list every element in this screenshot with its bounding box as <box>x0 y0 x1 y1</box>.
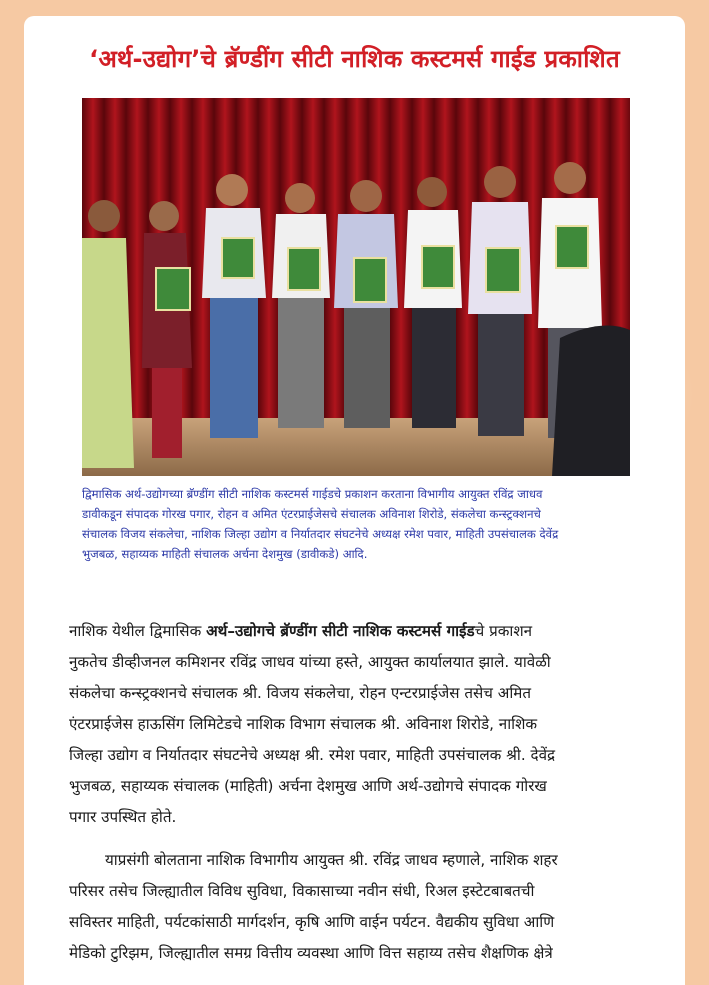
article-line: संकलेचा कन्स्ट्रक्शनचे संचालक श्री. विजय संकलेचा, रोहन एन्टरप्राईजेस तसेच अमित <box>69 684 531 702</box>
caption-line: द्विमासिक अर्थ-उद्योगच्या ब्रॅण्डींग सीटी नाशिक कस्टमर्स गाईडचे प्रकाशन करताना विभागीय आयुक्त रविंद्र जाधव <box>82 487 543 501</box>
article-line: याप्रसंगी बोलताना नाशिक विभागीय आयुक्त श्री. रविंद्र जाधव म्हणाले, नाशिक शहर <box>105 851 558 869</box>
person-6 <box>404 177 462 428</box>
headline: ‘अर्थ-उद्योग’चे ब्रॅण्डींग सीटी नाशिक कस्टमर्स गाईड प्रकाशित <box>89 45 620 73</box>
event-photo-illustration <box>82 98 630 476</box>
text-run: नाशिक येथील द्विमासिक <box>69 622 207 640</box>
chair <box>552 326 630 477</box>
article-line: जिल्हा उद्योग व निर्यातदार संघटनेचे अध्यक्ष श्री. रमेश पवार, माहिती उपसंचालक श्री. देवेंद्र <box>69 746 556 764</box>
text-run: चे प्रकाशन <box>474 622 533 640</box>
publication-name: अर्थ–उद्योगचे ब्रॅण्डींग सीटी नाशिक कस्टमर्स गाईड <box>206 622 475 640</box>
article-line: मेडिको टुरिझम, जिल्ह्यातील समग्र वित्तीय व्यवस्था आणि वित्त सहाय्य तसेच शैक्षणिक क्षेत्रे <box>69 944 553 962</box>
caption-line: डावीकडून संपादक गोरख पगार, रोहन व अमित एंटरप्राईजेसचे संचालक अविनाश शिरोडे, संकलेचा कन्स्ट्रक्शनचे <box>82 507 541 521</box>
article-page <box>24 16 685 985</box>
person-3 <box>202 174 266 438</box>
article-line: नुकतेच डीव्हीजनल कमिशनर रविंद्र जाधव यांच्या हस्ते, आयुक्त कार्यालयात झाले. यावेळी <box>69 653 551 671</box>
caption-line: भुजबळ, सहाय्यक माहिती संचालक अर्चना देशमुख (डावीकडे) आदि. <box>82 547 368 561</box>
event-photo <box>82 98 630 476</box>
article-body <box>69 616 669 969</box>
photo-caption <box>82 484 634 564</box>
article-line: परिसर तसेच जिल्ह्यातील विविध सुविधा, विकासाच्या नवीन संधी, रिअल इस्टेटबाबतची <box>69 882 535 900</box>
person-4 <box>272 183 330 428</box>
article-line: पगार उपस्थित होते. <box>69 808 177 826</box>
article-line: सविस्तर माहिती, पर्यटकांसाठी मार्गदर्शन, कृषि आणि वाईन पर्यटन. वैद्यकीय सुविधा आणि <box>69 913 555 931</box>
article-line: भुजबळ, सहाय्यक संचालक (माहिती) अर्चना देशमुख आणि अर्थ-उद्योगचे संपादक गोरख <box>69 777 547 795</box>
article-line: एंटरप्राईजेस हाऊसिंग लिमिटेडचे नाशिक विभाग संचालक श्री. अविनाश शिरोडे, नाशिक <box>69 715 538 733</box>
caption-line: संचालक विजय संकलेचा, नाशिक जिल्हा उद्योग व निर्यातदार संघटनेचे अध्यक्ष रमेश पवार, माहिती उपसंचालक देवेंद्र <box>82 527 559 541</box>
article-paragraph-1-first-line <box>69 616 669 647</box>
